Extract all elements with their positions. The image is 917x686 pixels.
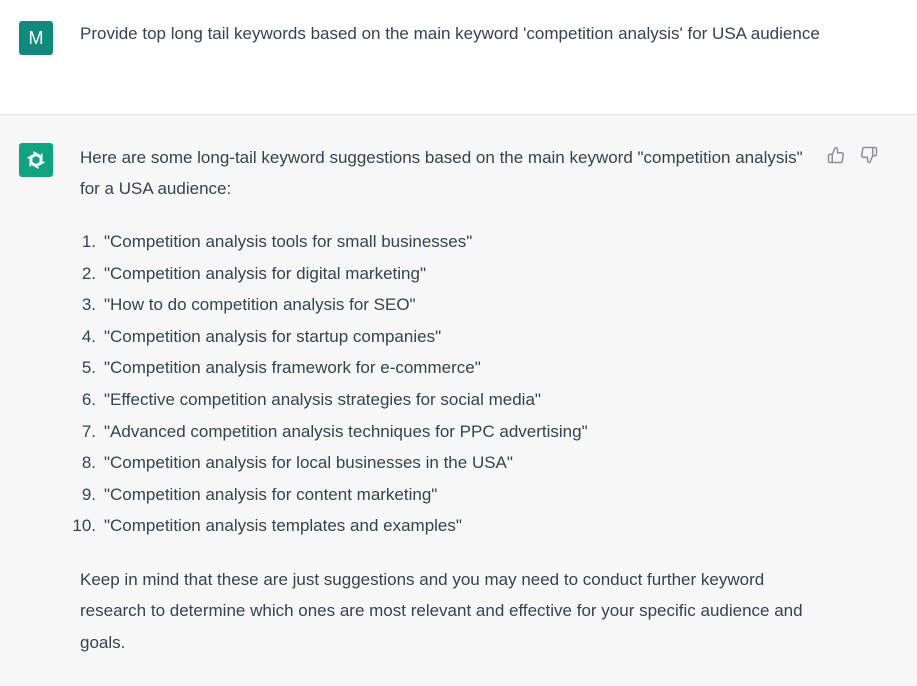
keyword-list-item [80, 258, 820, 290]
keyword-list-item [80, 384, 820, 416]
keyword-number: 10. [72, 516, 96, 536]
keyword-list-item [80, 289, 820, 321]
assistant-message [0, 115, 917, 686]
thumbs-down-button[interactable] [859, 145, 879, 165]
keyword-number: 6. [81, 389, 96, 409]
user-avatar: M [19, 21, 53, 55]
user-message-text: Provide top long tail keywords based on the main keyword 'competition analysis' for USA audience [80, 24, 820, 43]
thumbs-up-icon [827, 146, 845, 164]
user-message [0, 0, 917, 115]
keyword-text: "How to do competition analysis for SEO" [104, 295, 416, 315]
keyword-list-item [80, 321, 820, 353]
keyword-number: 1. [81, 232, 96, 251]
assistant-intro: Here are some long-tail keyword suggestions based on the main keyword "competition analysis" for a USA audience: [80, 148, 803, 198]
keyword-list-item [80, 226, 820, 258]
keyword-number: 2. [81, 263, 96, 283]
keyword-text: "Competition analysis framework for e-commerce" [104, 358, 481, 378]
keyword-number: 8. [81, 453, 96, 473]
keyword-text: "Competition analysis for content marketing" [104, 484, 438, 504]
keyword-text: "Competition analysis for startup companies" [104, 326, 442, 346]
keyword-list-item [80, 416, 820, 448]
thumbs-down-icon [860, 146, 878, 164]
keyword-number: 7. [81, 421, 96, 441]
keyword-text: "Competition analysis templates and examples" [104, 516, 462, 536]
assistant-avatar [19, 143, 53, 177]
keyword-number: 5. [81, 358, 96, 378]
keyword-number: 4. [81, 326, 96, 346]
keyword-text: "Advanced competition analysis techniques for PPC advertising" [104, 421, 588, 441]
keyword-list-item [80, 352, 820, 384]
keyword-number: 3. [81, 295, 96, 315]
keyword-list-item [72, 510, 820, 542]
keyword-text: "Effective competition analysis strategies for social media" [104, 389, 541, 409]
keyword-text: "Competition analysis for digital marketing" [104, 263, 426, 283]
feedback-buttons [826, 145, 879, 165]
keyword-list-item [80, 447, 820, 479]
thumbs-up-button[interactable] [826, 145, 846, 165]
assistant-outro: Keep in mind that these are just suggestions and you may need to conduct further keyword research to determine which ones are most relevant and effective for your specific audience and goals. [80, 569, 803, 652]
keyword-list-item [80, 479, 820, 511]
openai-logo-icon [24, 148, 48, 172]
keyword-text: "Competition analysis for local businesses in the USA" [104, 453, 513, 473]
keyword-text: "Competition analysis tools for small businesses" [104, 232, 473, 251]
assistant-message-content [72, 142, 820, 658]
keyword-number: 9. [81, 484, 96, 504]
keyword-list [72, 226, 820, 542]
